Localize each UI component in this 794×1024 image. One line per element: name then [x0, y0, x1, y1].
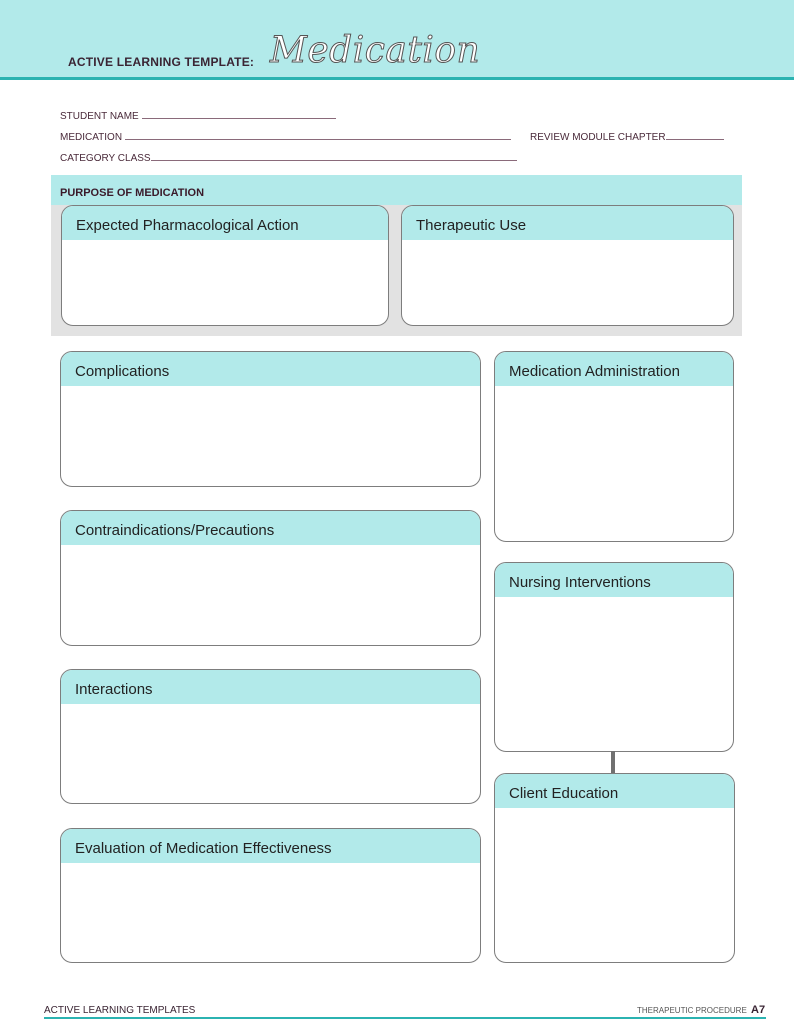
- purpose-label: PURPOSE OF MEDICATION: [60, 187, 205, 199]
- complications-heading: Complications: [61, 352, 480, 386]
- expected-action-box[interactable]: [61, 205, 389, 326]
- category-class-label: CATEGORY CLASS: [60, 153, 151, 164]
- connector-line: [611, 751, 615, 773]
- student-name-field[interactable]: [60, 108, 336, 122]
- administration-box[interactable]: [494, 351, 734, 542]
- template-label: ACTIVE LEARNING TEMPLATE:: [68, 55, 255, 69]
- administration-heading: Medication Administration: [495, 352, 733, 386]
- contraindications-heading: Contraindications/Precautions: [61, 511, 480, 545]
- medication-field[interactable]: [60, 129, 511, 143]
- category-class-line[interactable]: [151, 150, 517, 161]
- therapeutic-use-box[interactable]: [401, 205, 734, 326]
- review-module-label: REVIEW MODULE CHAPTER: [530, 132, 666, 143]
- evaluation-box[interactable]: [60, 828, 481, 963]
- medication-line[interactable]: [125, 129, 511, 140]
- client-education-box[interactable]: [494, 773, 735, 963]
- footer-section: THERAPEUTIC PROCEDURE: [637, 1006, 747, 1015]
- complications-box[interactable]: [60, 351, 481, 487]
- footer-rule: [44, 1017, 766, 1019]
- review-module-line[interactable]: [666, 129, 724, 140]
- nursing-interventions-heading: Nursing Interventions: [495, 563, 733, 597]
- review-module-field[interactable]: [530, 129, 724, 143]
- interactions-box[interactable]: [60, 669, 481, 804]
- footer-title: ACTIVE LEARNING TEMPLATES: [44, 1005, 196, 1016]
- template-title: Medication: [270, 30, 481, 71]
- footer-page-number: A7: [751, 1004, 766, 1016]
- interactions-heading: Interactions: [61, 670, 480, 704]
- student-name-label: STUDENT NAME: [60, 111, 139, 122]
- category-class-field[interactable]: [60, 150, 517, 164]
- contraindications-box[interactable]: [60, 510, 481, 646]
- nursing-interventions-box[interactable]: [494, 562, 734, 752]
- client-education-heading: Client Education: [495, 774, 734, 808]
- medication-label: MEDICATION: [60, 132, 123, 143]
- expected-action-heading: Expected Pharmacological Action: [62, 206, 388, 240]
- evaluation-heading: Evaluation of Medication Effectiveness: [61, 829, 480, 863]
- student-name-line[interactable]: [142, 108, 336, 119]
- therapeutic-use-heading: Therapeutic Use: [402, 206, 733, 240]
